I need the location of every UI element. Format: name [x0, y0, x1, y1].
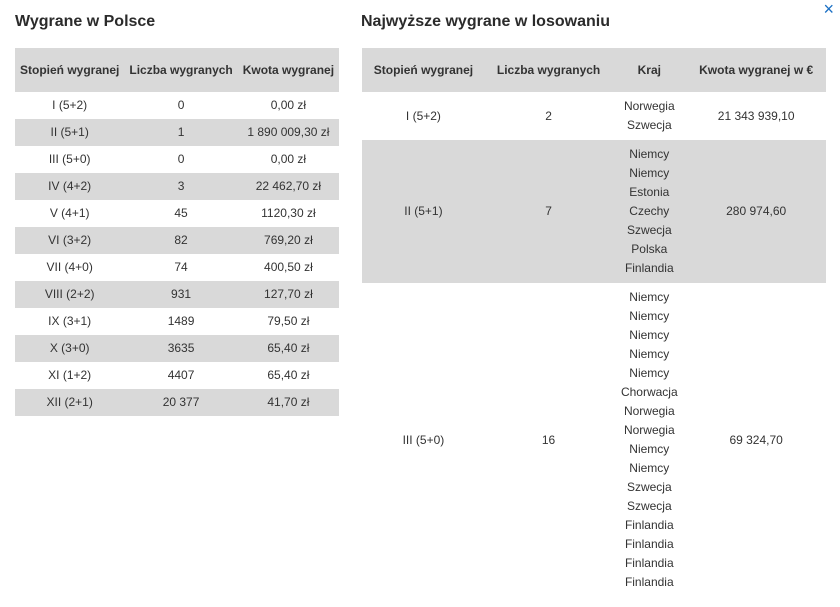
country-name: Niemcy: [629, 461, 670, 475]
table-row: [15, 308, 339, 335]
country-name: Szwecja: [626, 499, 672, 513]
poland-wins-title: Wygrane w Polsce: [15, 13, 156, 30]
country-name: Szwecja: [626, 480, 672, 494]
table-cell: 3635: [124, 335, 237, 362]
table-cell: 65,40 zł: [267, 368, 310, 382]
country-name: Finlandia: [624, 575, 674, 589]
column-header: Kwota wygranej w €: [686, 48, 826, 92]
table-cell: 1 890 009,30 zł: [238, 119, 339, 146]
column-header: Stopień wygranej: [362, 48, 485, 92]
table-cell: 1: [124, 119, 237, 146]
close-icon[interactable]: ×: [823, 0, 834, 19]
table-row: [15, 362, 339, 389]
table-cell: VIII (2+2): [15, 281, 124, 308]
country-name: Niemcy: [629, 328, 670, 342]
table-cell: IX (3+1): [48, 314, 92, 328]
amount-cell: 69 324,70: [729, 432, 783, 447]
table-row: [15, 335, 339, 362]
table-cell: 65,40 zł: [238, 335, 339, 362]
country-name: Norwegia: [623, 404, 675, 418]
country-name: Niemcy: [629, 166, 670, 180]
table-cell: 22 462,70 zł: [238, 173, 339, 200]
country-name: Finlandia: [624, 537, 674, 551]
countries-cell: [612, 140, 686, 283]
country-name: Niemcy: [629, 147, 670, 161]
table-cell: 41,70 zł: [238, 389, 339, 416]
table-row: [15, 146, 339, 173]
table-cell: III (5+0): [48, 152, 91, 166]
country-name: Niemcy: [629, 309, 670, 323]
country-name: Czechy: [629, 204, 670, 218]
count-cell: 2: [545, 108, 552, 123]
table-row: [15, 227, 339, 254]
country-name: Niemcy: [629, 347, 670, 361]
amount-cell: 21 343 939,10: [717, 108, 795, 123]
table-cell: 127,70 zł: [238, 281, 339, 308]
table-cell: XI (1+2): [48, 368, 92, 382]
table-cell: 4407: [167, 368, 195, 382]
table-cell: 3: [124, 173, 237, 200]
table-cell: 82: [124, 227, 237, 254]
tier-cell: I (5+2): [405, 108, 441, 123]
table-cell: 79,50 zł: [267, 314, 310, 328]
country-name: Niemcy: [629, 290, 670, 304]
count-cell: 16: [541, 432, 556, 447]
table-row: [15, 200, 339, 227]
table-cell: VI (3+2): [15, 227, 124, 254]
table-cell: 0: [177, 152, 185, 166]
country-name: Norwegia: [623, 99, 675, 113]
table-cell: 769,20 zł: [238, 227, 339, 254]
table-cell: I (5+2): [52, 98, 88, 112]
table-cell: IV (4+2): [15, 173, 124, 200]
table-cell: 400,50 zł: [264, 260, 313, 274]
table-cell: VII (4+0): [46, 260, 93, 274]
country-name: Estonia: [629, 185, 670, 199]
count-cell: 7: [485, 140, 612, 283]
table-cell: 20 377: [124, 389, 237, 416]
table-cell: 0: [177, 98, 185, 112]
table-cell: 74: [174, 260, 188, 274]
country-name: Szwecja: [626, 118, 672, 132]
table-cell: V (4+1): [49, 206, 90, 220]
table-cell: 931: [124, 281, 237, 308]
table-row: [15, 281, 339, 308]
table-cell: 1489: [167, 314, 195, 328]
country-name: Finlandia: [624, 261, 674, 275]
top-draw-wins-title: Najwyższe wygrane w losowaniu: [361, 13, 610, 30]
column-header: Kwota wygranej: [238, 48, 339, 92]
table-cell: II (5+1): [15, 119, 124, 146]
country-name: Polska: [631, 242, 668, 256]
country-name: Niemcy: [629, 442, 670, 456]
table-row: [15, 92, 339, 119]
table-cell: X (3+0): [15, 335, 124, 362]
table-cell: XII (2+1): [15, 389, 124, 416]
amount-cell: 280 974,60: [686, 140, 826, 283]
countries-cell: [612, 283, 686, 597]
table-cell: 0,00 zł: [270, 98, 307, 112]
table-cell: 45: [174, 206, 188, 220]
column-header: Liczba wygranych: [124, 48, 237, 92]
column-header: Stopień wygranej: [15, 48, 124, 92]
table-row: [362, 283, 826, 597]
countries-cell: [612, 92, 686, 140]
table-row: [362, 92, 826, 140]
table-row: [15, 119, 339, 146]
table-cell: 0,00 zł: [270, 152, 307, 166]
table-row: [15, 389, 339, 416]
column-header: Kraj: [612, 48, 686, 92]
country-name: Finlandia: [624, 518, 674, 532]
country-name: Chorwacja: [620, 385, 678, 399]
table-cell: 1120,30 zł: [261, 206, 316, 220]
tier-cell: II (5+1): [362, 140, 485, 283]
tier-cell: III (5+0): [402, 432, 445, 447]
table-row: [362, 140, 826, 283]
column-header: Liczba wygranych: [485, 48, 612, 92]
poland-wins-table: [15, 48, 339, 416]
country-name: Niemcy: [629, 366, 670, 380]
table-row: [15, 173, 339, 200]
country-name: Finlandia: [624, 556, 674, 570]
country-name: Norwegia: [623, 423, 675, 437]
country-name: Szwecja: [626, 223, 672, 237]
top-draw-wins-table: [362, 48, 826, 597]
table-row: [15, 254, 339, 281]
